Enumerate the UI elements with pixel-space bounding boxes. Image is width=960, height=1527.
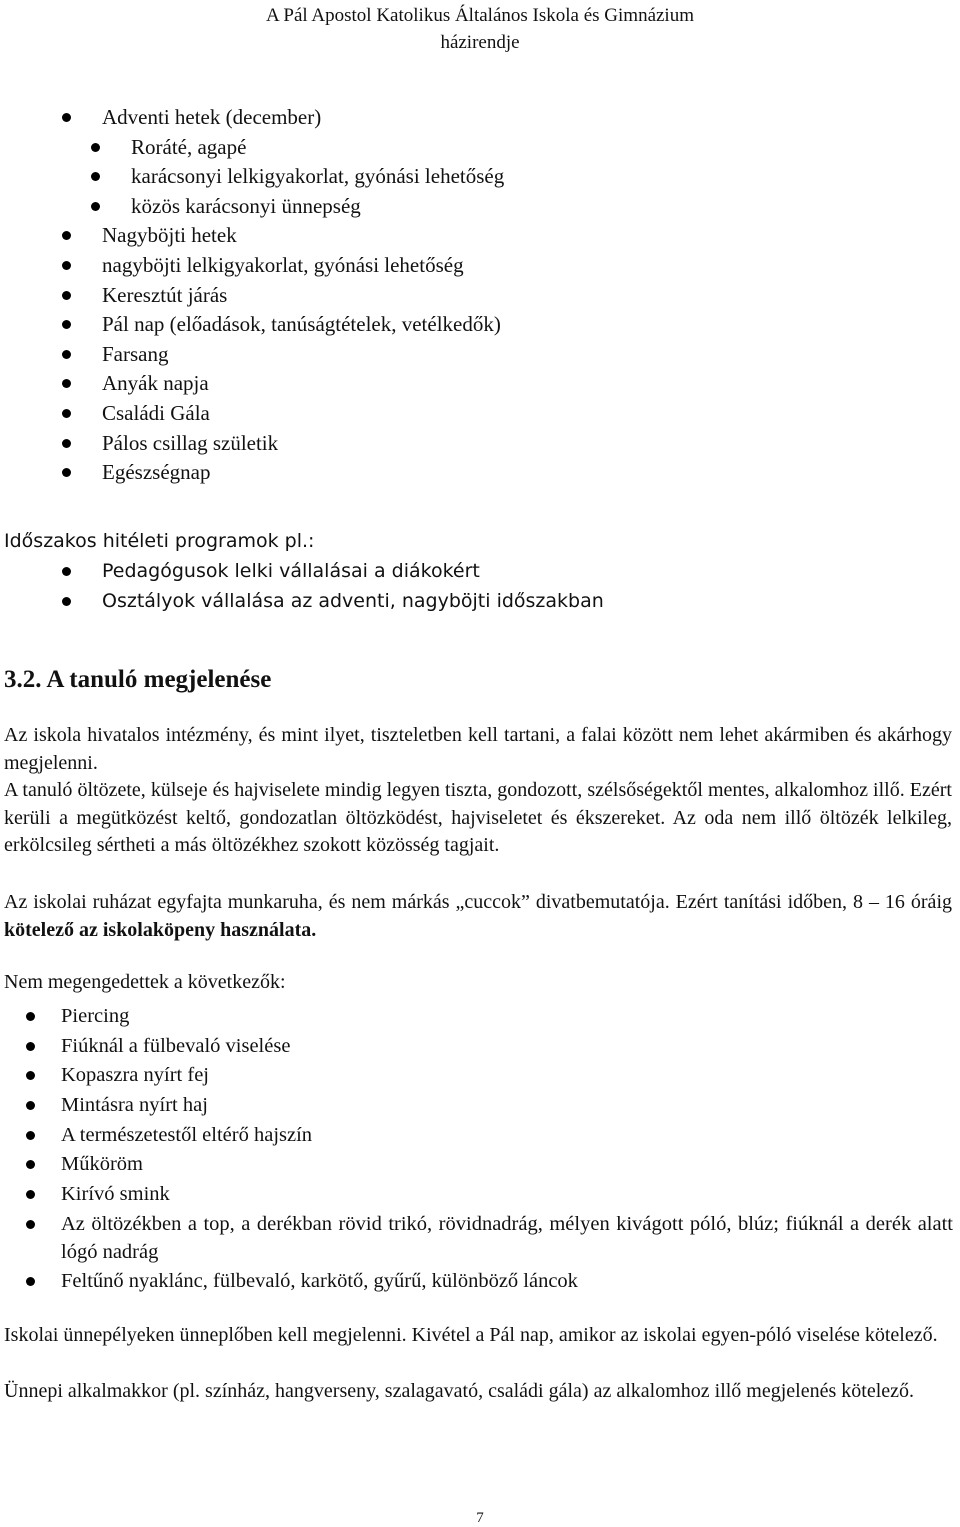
bullet-icon (26, 1071, 35, 1080)
page-number: 7 (476, 1510, 484, 1526)
header-school-name: A Pál Apostol Katolikus Általános Iskola és Gimnázium (266, 5, 694, 26)
uniform-rule-bold: kötelező az iskolaköpeny használata. (4, 918, 317, 941)
bullet-icon (26, 1042, 35, 1051)
bullet-icon (62, 291, 71, 300)
list-item (0, 1210, 960, 1267)
paragraph-appearance: A tanuló öltözete, külseje és hajviselete mindig legyen tiszta, gondozott, szélsőségektől mentes, alkalomhoz illő. Ezért kerüli a megütközést keltő, gondozatlan öltözködést, hajviseletet és ékszereket. Az oda nem illő öltözék lelkileg, erkölcsileg sértheti a más öltözékhez szokott közösség tagjait. (4, 779, 952, 856)
paragraph-ceremonies: Iskolai ünnepélyeken ünneplőben kell megjelenni. Kivétel a Pál nap, amikor az iskolai egyen-póló viselése kötelező. (4, 1324, 938, 1346)
section-title: 3.2. A tanuló megjelenése (4, 666, 272, 693)
uniform-text: Az iskolai ruházat egyfajta munkaruha, és nem márkás „cuccok” divatbemutatója. Ezért tanítási időben, 8 – 16 óráig (4, 891, 952, 913)
list-item-text: Kopaszra nyírt fej (61, 1064, 209, 1087)
list-item (0, 1267, 960, 1297)
list-item-text: Kirívó smink (61, 1183, 170, 1206)
bullet-icon (26, 1101, 35, 1110)
list-item-text: Pál nap (előadások, tanúságtételek, vetélkedők) (102, 312, 501, 337)
bullet-icon (62, 597, 71, 606)
paragraph-festive-occasions: Ünnepi alkalmakkor (pl. színház, hangverseny, szalagavató, családi gála) az alkalomhoz illő megjelenés kötelező. (4, 1380, 915, 1402)
bullet-icon (62, 567, 71, 576)
list-item-text: Mintásra nyírt haj (61, 1094, 208, 1117)
bullet-icon (62, 231, 71, 240)
bullet-icon (62, 320, 71, 329)
list-item (0, 1091, 960, 1121)
list-item-text: Az öltözékben a top, a derékban rövid trikó, rövidnadrág, mélyen kivágott póló, blúz; fiúknál a derék alatt lógó nadrág (61, 1212, 953, 1263)
list-item (0, 1032, 960, 1062)
bullet-icon (62, 113, 71, 122)
list-item-text: Nagyböjti hetek (102, 223, 237, 248)
list-item-text: Egészségnap (102, 460, 211, 485)
bullet-icon (62, 261, 71, 270)
bullet-icon (62, 439, 71, 448)
list-item-text: Feltűnő nyaklánc, fülbevaló, karkötő, gyűrű, különböző láncok (61, 1269, 578, 1292)
paragraph-uniform (4, 889, 952, 944)
list-item (0, 1061, 960, 1091)
list-item-text: Pedagógusok lelki vállalásai a diákokért (102, 560, 480, 582)
list-item-text: Keresztút járás (102, 282, 228, 307)
list-item-text: Farsang (102, 341, 169, 366)
list-item (0, 1121, 960, 1151)
list-item-text: Fiúknál a fülbevaló viselése (61, 1034, 291, 1057)
bullet-icon (26, 1220, 35, 1229)
bullet-icon (91, 202, 100, 211)
page-header (0, 2, 960, 56)
list-item-text: közös karácsonyi ünnepség (131, 193, 361, 218)
banned-items-list (0, 1002, 960, 1297)
list-item-text: A természetestől eltérő hajszín (61, 1123, 313, 1146)
list-item-text: Piercing (61, 1005, 130, 1027)
list-item (0, 1150, 960, 1180)
list-item-text: Adventi hetek (december) (102, 105, 322, 129)
list-item-text: karácsonyi lelkigyakorlat, gyónási lehetőség (131, 164, 505, 189)
list-item-text: Osztályok vállalása az adventi, nagyböjti időszakban (102, 589, 604, 612)
bullet-icon (62, 468, 71, 477)
list-item-text: Anyák napja (102, 371, 209, 396)
paragraph-intro: Az iskola hivatalos intézmény, és mint ilyet, tiszteletben kell tartani, a falai között nem lehet akármiben és akárhogy megjelenni. (4, 724, 952, 774)
list-item-text: Pálos csillag születik (102, 430, 279, 455)
list-item (0, 1180, 960, 1210)
bullet-icon (62, 350, 71, 359)
list-item-text: Családi Gála (102, 400, 210, 425)
bullet-icon (26, 1131, 35, 1140)
list-item-text: Roráté, agapé (131, 134, 247, 159)
bullet-icon (62, 379, 71, 388)
bullet-icon (62, 409, 71, 418)
bullet-icon (26, 1190, 35, 1199)
periodic-programs-label: Időszakos hitéleti programok pl.: (4, 530, 315, 552)
bullet-icon (91, 143, 100, 152)
banned-items-label: Nem megengedettek a következők: (4, 971, 286, 993)
bullet-icon (26, 1012, 35, 1021)
bullet-icon (91, 172, 100, 181)
list-item (0, 1002, 960, 1032)
bullet-icon (26, 1277, 35, 1286)
list-item-text: nagyböjti lelkigyakorlat, gyónási lehetőség (102, 252, 464, 277)
bullet-icon (26, 1160, 35, 1169)
header-document-title: házirendje (440, 32, 520, 53)
list-item-text: Műköröm (61, 1153, 143, 1176)
